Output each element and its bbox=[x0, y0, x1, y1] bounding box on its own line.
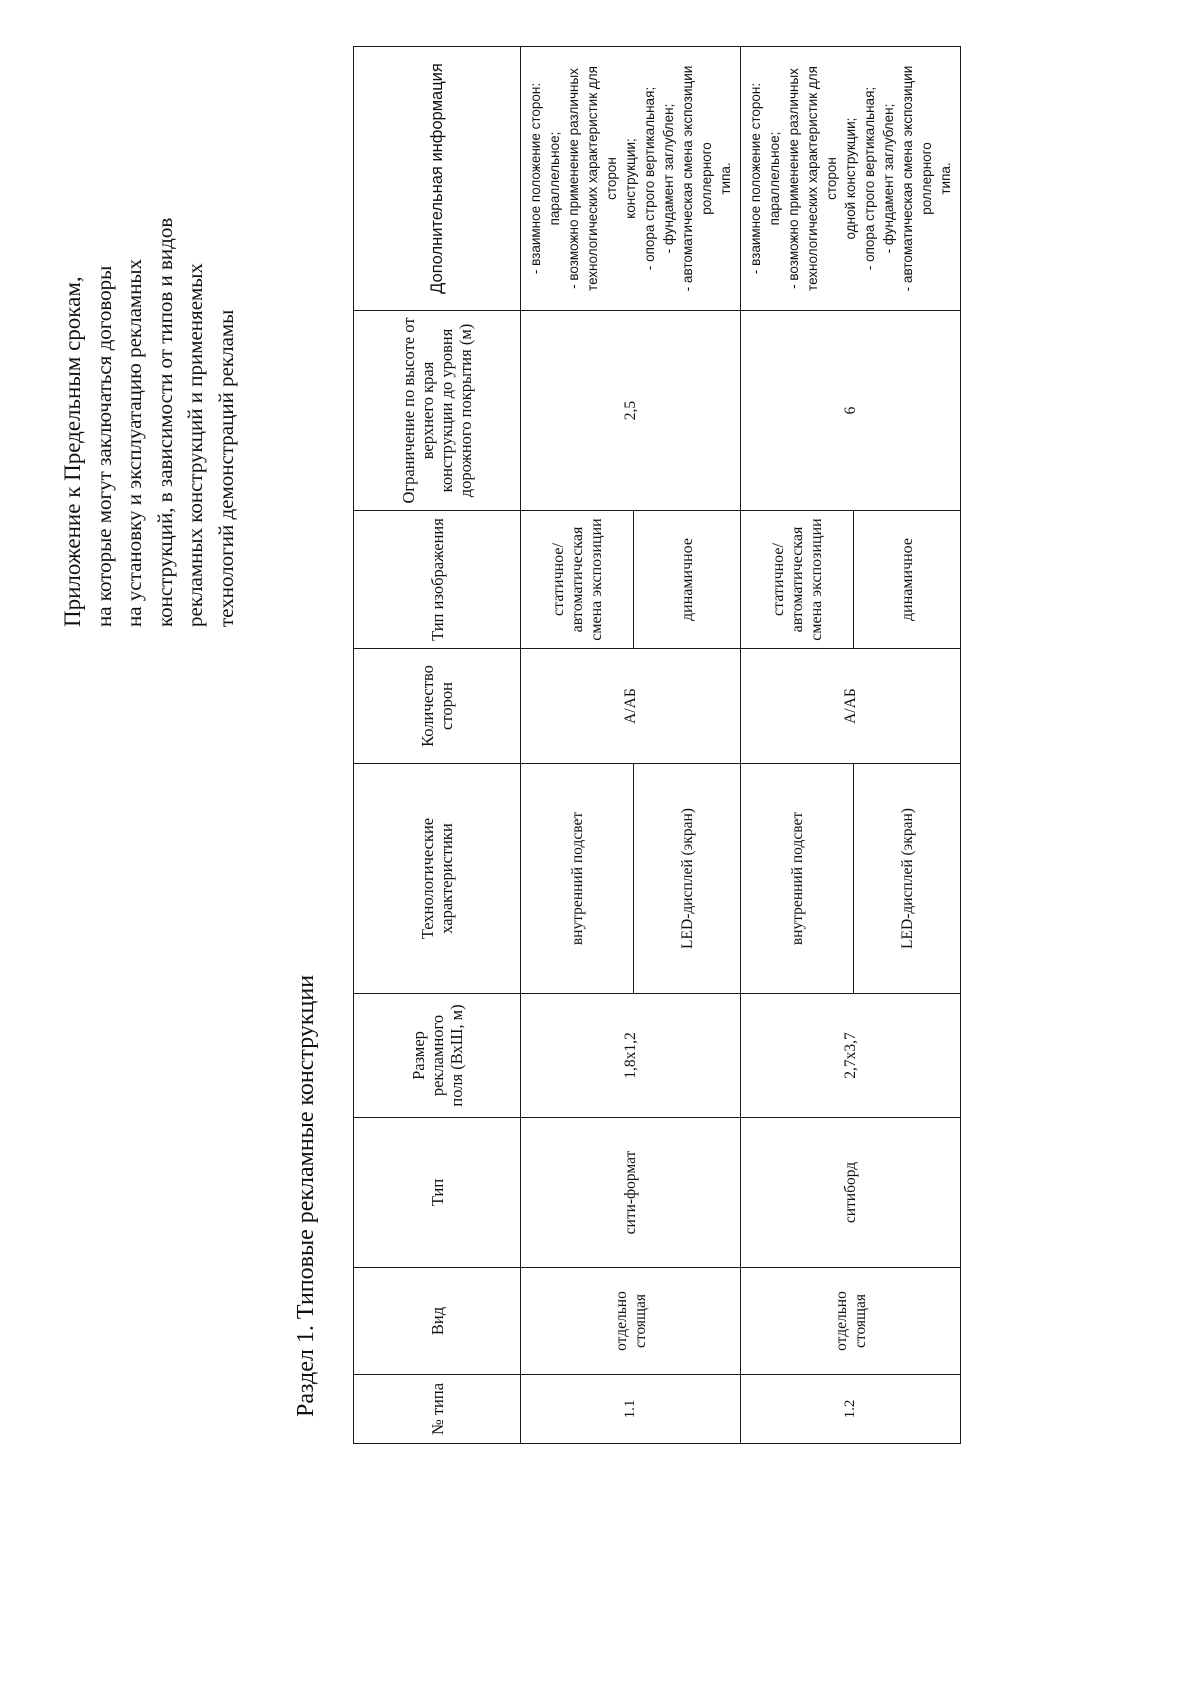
info-line: - взаимное положение сторон: параллельное; bbox=[528, 82, 562, 275]
table-row bbox=[741, 47, 854, 1444]
appendix-line: на которые могут заключаться договоры bbox=[91, 265, 116, 627]
row-tech-led: LED-дисплей (экран) bbox=[634, 764, 741, 994]
info-line: конструкции; bbox=[623, 138, 638, 219]
row-sides: А/АБ bbox=[741, 649, 961, 764]
row-sides: А/АБ bbox=[521, 649, 741, 764]
info-line: - опора строго вертикальная; bbox=[642, 86, 657, 271]
row-height: 6 bbox=[741, 311, 961, 511]
info-line: - автоматическая смена экспозиции роллерного bbox=[900, 65, 934, 292]
info-line: - опора строго вертикальная; bbox=[862, 86, 877, 271]
info-line: - возможно применение различных bbox=[786, 68, 801, 289]
ad-structures-table bbox=[353, 46, 961, 1444]
section-title: Раздел 1. Типовые рекламные конструкции bbox=[293, 974, 319, 1417]
info-line: - фундамент заглублен; bbox=[881, 103, 896, 254]
row-num: 1.2 bbox=[741, 1375, 961, 1444]
row-vid: отдельно стоящая bbox=[521, 1268, 741, 1375]
row-info bbox=[521, 47, 741, 311]
info-line: - фундамент заглублен; bbox=[661, 103, 676, 254]
row-tech-led: LED-дисплей (экран) bbox=[854, 764, 961, 994]
appendix-line: Приложение к Предельным срокам, bbox=[60, 276, 85, 627]
row-image-static: статичное/ автоматическая смена экспозиции bbox=[741, 511, 854, 649]
row-tech-backlight: внутренний подсвет bbox=[741, 764, 854, 994]
row-tip: ситиборд bbox=[741, 1118, 961, 1268]
info-line: типа. bbox=[938, 162, 953, 195]
row-image-dynamic: динамичное bbox=[854, 511, 961, 649]
appendix-line: конструкций, в зависимости от типов и видов bbox=[152, 217, 177, 627]
header-tech: Технологические характеристики bbox=[354, 764, 521, 994]
appendix-line: на установку и эксплуатацию рекламных bbox=[122, 258, 146, 627]
header-height: Ограничение по высоте от верхнего края конструкции до уровня дорожного покрытия (м) bbox=[354, 311, 521, 511]
table-header-row bbox=[354, 47, 521, 1444]
row-image-dynamic: динамичное bbox=[634, 511, 741, 649]
appendix-line: технологий демонстраций рекламы bbox=[213, 309, 238, 627]
header-num: № типа bbox=[354, 1375, 521, 1444]
header-image: Тип изображения bbox=[354, 511, 521, 649]
info-line: технологических характеристик для сторон bbox=[585, 66, 619, 291]
info-line: одной конструкции; bbox=[843, 117, 858, 240]
appendix-line: рекламных конструкций и применяемых bbox=[183, 263, 207, 627]
header-info: Дополнительная информация bbox=[354, 47, 521, 311]
row-vid: отдельно стоящая bbox=[741, 1268, 961, 1375]
header-tip: Тип bbox=[354, 1118, 521, 1268]
row-size: 2,7х3,7 bbox=[741, 994, 961, 1118]
row-tip: сити-формат bbox=[521, 1118, 741, 1268]
row-size: 1,8х1,2 bbox=[521, 994, 741, 1118]
info-line: - возможно применение различных bbox=[566, 68, 581, 289]
info-line: - взаимное положение сторон: параллельное; bbox=[748, 82, 782, 275]
row-image-static: статичное/ автоматическая смена экспозиции bbox=[521, 511, 634, 649]
row-height: 2,5 bbox=[521, 311, 741, 511]
row-num: 1.1 bbox=[521, 1375, 741, 1444]
table-row bbox=[521, 47, 634, 1444]
appendix-heading bbox=[58, 27, 241, 627]
header-vid: Вид bbox=[354, 1268, 521, 1375]
info-line: - автоматическая смена экспозиции роллерного bbox=[680, 65, 714, 292]
row-tech-backlight: внутренний подсвет bbox=[521, 764, 634, 994]
row-info bbox=[741, 47, 961, 311]
info-line: типа. bbox=[718, 162, 733, 195]
info-line: технологических характеристик для сторон bbox=[805, 66, 839, 291]
header-size: Размер рекламного поля (ВхШ, м) bbox=[354, 994, 521, 1118]
header-sides: Количество сторон bbox=[354, 649, 521, 764]
